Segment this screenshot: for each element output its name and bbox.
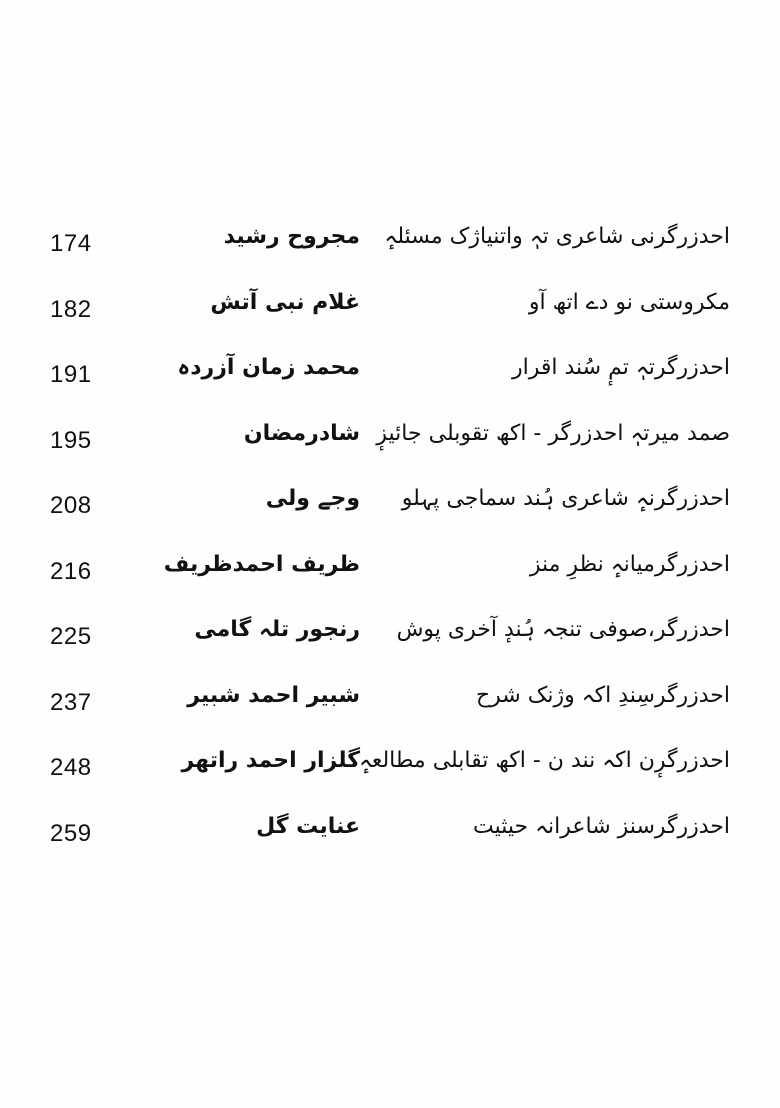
- toc-title: احدزرگرسِندِ اکہ وژنک شرح: [475, 682, 730, 708]
- toc-title: احدزرگرمیانہٕ نظرِ منز: [529, 551, 730, 577]
- toc-row: [0, 611, 780, 677]
- toc-author: مجروح رشید: [223, 224, 360, 249]
- toc-page-number: 225: [50, 623, 92, 650]
- toc-row: [0, 284, 780, 350]
- toc-title: صمد میرتہٖ احدزرگر - اکھ تقوبلی جائیزٕ: [376, 420, 730, 446]
- toc-author: شبیر احمد شبیر: [187, 682, 360, 708]
- toc-author: وجے ولی: [265, 486, 360, 511]
- toc-page-number: 182: [50, 295, 92, 323]
- toc-title: احدزرگرسنز شاعرانہ حیثیت: [473, 813, 730, 839]
- toc-author: عنایت گل: [256, 813, 360, 839]
- toc-author: غلام نبی آتش: [210, 289, 360, 315]
- toc-row: [0, 742, 780, 808]
- toc-page-number: 174: [50, 230, 92, 257]
- toc-author: گلزار احمد راتھر: [181, 748, 360, 773]
- toc-author: رنجور تلہ گامی: [194, 617, 360, 642]
- toc-row: [0, 677, 780, 743]
- toc-title: احدزرگرتہٖ تمٕ سُند اقرار: [511, 355, 730, 380]
- toc-page-number: 248: [50, 754, 92, 781]
- table-of-contents: [0, 218, 780, 873]
- toc-title: احدزرگرٕن اکہ نند ن - اکھ تقابلی مطالعہٕ: [358, 748, 730, 773]
- toc-author: ظریف احمدظریف: [163, 551, 360, 577]
- toc-row: [0, 480, 780, 546]
- toc-page-number: 195: [50, 426, 92, 454]
- toc-title: احدزرگرنی شاعری تہٖ واتنیاژک مسئلہٕ: [384, 224, 730, 249]
- toc-page-number: 191: [50, 361, 92, 388]
- toc-row: [0, 415, 780, 481]
- toc-row: [0, 808, 780, 874]
- toc-row: [0, 546, 780, 612]
- toc-author: شادرمضان: [243, 420, 360, 446]
- toc-title: احدزرگرنہٕ شاعری ہُند سماجی پہلو: [401, 486, 730, 511]
- toc-title: مکروستی نو دے اتھ آو: [528, 289, 730, 315]
- toc-row: [0, 218, 780, 284]
- toc-author: محمد زمان آزردہ: [177, 355, 360, 380]
- toc-page-number: 259: [50, 819, 92, 847]
- toc-row: [0, 349, 780, 415]
- toc-page-number: 208: [50, 492, 92, 519]
- toc-title: احدزرگر،صوفی تنجہ ہُندٕ آخری پوش: [396, 617, 730, 642]
- toc-page-number: 237: [50, 688, 92, 716]
- toc-page-number: 216: [50, 557, 92, 585]
